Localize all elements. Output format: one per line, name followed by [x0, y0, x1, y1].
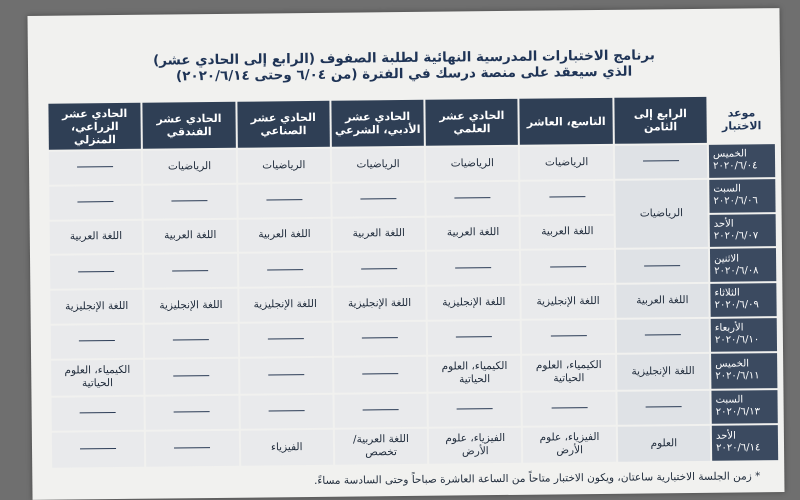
day-label: الخميس [712, 148, 747, 161]
empty-dash [457, 408, 493, 409]
date-cell [709, 144, 775, 177]
table-row [49, 179, 775, 219]
empty-dash [363, 409, 399, 410]
header-grade-11-agricultural: الحادي عشر الزراعي، المنزلي [48, 103, 141, 150]
subject-cell-g11-lit [334, 356, 427, 392]
day-label: السبت [713, 183, 741, 195]
empty-dash [174, 375, 210, 376]
subject-cell-g11-hotel [146, 396, 239, 430]
date-label: ٢٠٢٠/٦/١٠ [714, 334, 760, 346]
empty-dash [267, 269, 303, 270]
date-label: ٢٠٢٠/٦/١١ [715, 370, 760, 383]
footnote: * زمن الجلسة الاختبارية ساعتان، ويكون الاختبار متاحاً من الساعة العاشرة صباحاً وحتى السادسة مساءً. [313, 470, 761, 487]
schedule-body [49, 144, 778, 468]
day-label: الاثنين [714, 253, 740, 265]
date-label: ٢٠٢٠/٦/٠٧ [713, 230, 759, 242]
empty-dash [550, 266, 586, 267]
grade-4-8-cell [615, 145, 708, 179]
table-row [49, 144, 775, 184]
date-cell [710, 248, 776, 281]
subject-cell-g11-ind: اللغة العربية [238, 218, 331, 252]
subject-cell-g11-ind: الرياضيات [237, 149, 330, 183]
date-cell [711, 318, 777, 351]
date-cell [709, 179, 775, 212]
empty-dash [80, 412, 116, 413]
subject-cell-g11-sci: اللغة العربية [427, 216, 520, 250]
date-label: ٢٠٢٠/٦/٠٦ [713, 195, 758, 207]
table-row [51, 318, 777, 358]
day-label: الثلاثاء [714, 287, 740, 300]
empty-dash [173, 270, 209, 271]
subject-cell-g11-ind [239, 323, 332, 357]
grade-4-8-cell [617, 391, 710, 425]
day-label: الأحد [715, 430, 736, 443]
subject-cell-g11-agri [49, 151, 142, 185]
subject-cell-g9-10 [521, 250, 614, 284]
date-cell [711, 353, 777, 389]
empty-dash [360, 198, 396, 199]
empty-dash [645, 406, 681, 407]
subject-cell-g11-ind [239, 253, 332, 287]
subject-cell-g11-sci [428, 321, 521, 355]
schedule-table [46, 94, 780, 470]
subject-cell-g11-agri [51, 325, 144, 359]
header-grade-9-10: التاسع، العاشر [520, 98, 613, 145]
subject-cell-g11-sci: الكيمياء، العلوم الحياتية [428, 355, 521, 391]
subject-cell-g11-agri [49, 186, 142, 220]
empty-dash [645, 334, 681, 335]
subject-cell-g11-sci: اللغة الإنجليزية [428, 286, 521, 320]
subject-cell-g11-lit: اللغة العربية [332, 217, 425, 251]
subject-cell-g11-agri: الكيمياء، العلوم الحياتية [51, 359, 144, 395]
day-label: السبت [715, 394, 744, 407]
day-label: الأحد [713, 218, 734, 230]
empty-dash [173, 339, 209, 340]
date-label: ٢٠٢٠/٦/١٤ [715, 442, 761, 455]
subject-cell-g11-lit [332, 183, 425, 217]
empty-dash [455, 197, 491, 198]
subject-cell-g11-lit [334, 322, 427, 356]
date-cell [710, 214, 776, 247]
empty-dash [456, 336, 492, 337]
subject-cell-g11-ind: الفيزياء [240, 429, 333, 465]
subject-cell-g11-agri [51, 397, 144, 431]
subject-cell-g11-hotel [144, 254, 237, 288]
table-row [50, 283, 776, 323]
empty-dash [549, 196, 585, 197]
subject-cell-g11-lit: الرياضيات [332, 148, 425, 182]
empty-dash [551, 407, 587, 408]
date-label: ٢٠٢٠/٦/٠٨ [714, 264, 759, 277]
subject-cell-g11-hotel: اللغة الإنجليزية [145, 289, 238, 323]
subject-cell-g11-sci [429, 393, 522, 427]
empty-dash [361, 268, 397, 269]
empty-dash [174, 447, 210, 448]
header-grade-11-scientific: الحادي عشر العلمي [426, 99, 519, 146]
empty-dash [78, 271, 114, 272]
grade-4-8-cell [616, 249, 709, 283]
subject-cell-g11-hotel: الرياضيات [143, 150, 236, 184]
subject-cell-g9-10: اللغة الإنجليزية [522, 285, 615, 319]
empty-dash [79, 340, 115, 341]
empty-dash [77, 166, 113, 167]
subject-cell-g9-10: الفيزياء، علوم الأرض [523, 426, 616, 462]
empty-dash [643, 161, 679, 162]
subject-cell-g11-sci [427, 251, 520, 285]
date-label: ٢٠٢٠/٦/١٣ [715, 406, 761, 419]
grade-4-8-cell: اللغة العربية [616, 284, 709, 318]
grade-4-8-cell [616, 319, 709, 353]
header-grade-11-literary: الحادي عشر الأدبي، الشرعي [331, 100, 424, 147]
subject-cell-g9-10: الرياضيات [520, 146, 613, 180]
empty-dash [455, 267, 491, 268]
empty-dash [644, 265, 680, 266]
subject-cell-g9-10 [521, 181, 614, 215]
subject-cell-g11-sci: الرياضيات [426, 147, 519, 181]
date-label: ٢٠٢٠/٦/٠٤ [713, 160, 758, 173]
subject-cell-g11-hotel [145, 324, 238, 358]
table-row [52, 425, 778, 468]
subject-cell-g11-ind [238, 184, 331, 218]
subject-cell-g9-10: الكيمياء، العلوم الحياتية [523, 354, 616, 390]
subject-cell-g11-hotel: اللغة العربية [144, 219, 237, 253]
header-grade-11-industrial: الحادي عشر الصناعي [237, 101, 330, 148]
subject-cell-g11-sci: الفيزياء، علوم الأرض [429, 427, 522, 463]
subject-cell-g11-hotel [145, 358, 238, 394]
empty-dash [266, 199, 302, 200]
title-line-1: برنامج الاختبارات المدرسية النهائية لطلبة الصفوف (الرابع إلى الحادي عشر) [152, 47, 655, 69]
subject-cell-g11-lit [334, 394, 427, 428]
table-row [50, 248, 776, 288]
title-line-2: الذي سيعقد على منصة درسك في الفترة (من ٦/٠٤ وحتى ٢٠٢٠/٦/١٤) [175, 63, 633, 85]
table-row [51, 353, 777, 396]
header-grade-11-hotel: الحادي عشر الفندقي [143, 102, 236, 149]
subject-cell-g11-lit: اللغة الإنجليزية [333, 287, 426, 321]
schedule-table-wrap [46, 94, 780, 470]
header-row [48, 96, 774, 150]
subject-cell-g9-10 [523, 392, 616, 426]
date-label: ٢٠٢٠/٦/٠٩ [714, 299, 759, 312]
subject-cell-g11-ind [240, 357, 333, 393]
empty-dash [80, 448, 116, 449]
subject-cell-g11-hotel [146, 430, 239, 466]
subject-cell-g11-agri [50, 255, 143, 289]
exam-schedule-paper [27, 8, 784, 500]
subject-cell-g9-10 [522, 320, 615, 354]
subject-cell-g11-lit [333, 252, 426, 286]
empty-dash [362, 373, 398, 374]
empty-dash [268, 374, 304, 375]
subject-cell-g11-ind [240, 395, 333, 429]
date-cell [711, 390, 777, 423]
subject-cell-g11-agri [52, 431, 145, 467]
date-cell [712, 425, 778, 461]
empty-dash [174, 411, 210, 412]
empty-dash [362, 337, 398, 338]
subject-cell-g11-agri: اللغة الإنجليزية [50, 290, 143, 324]
date-cell [710, 283, 776, 316]
table-row [51, 390, 777, 430]
page-title [48, 46, 760, 85]
subject-cell-g11-hotel [144, 185, 237, 219]
day-label: الخميس [715, 358, 750, 371]
subject-cell-g11-agri: اللغة العربية [50, 220, 143, 254]
empty-dash [550, 335, 586, 336]
header-grade-4-8: الرابع إلى الثامن [614, 97, 707, 144]
day-label: الأربعاء [714, 322, 744, 334]
subject-cell-g11-sci [426, 182, 519, 216]
grade-4-8-cell: اللغة الإنجليزية [617, 353, 710, 389]
header-date: موعد الاختبار [708, 96, 774, 143]
grade-4-8-cell: الرياضيات [615, 180, 708, 248]
subject-cell-g9-10: اللغة العربية [521, 215, 614, 249]
empty-dash [78, 201, 114, 202]
subject-cell-g11-lit: اللغة العربية/ تخصص [335, 428, 428, 464]
empty-dash [268, 410, 304, 411]
empty-dash [268, 338, 304, 339]
subject-cell-g11-ind: اللغة الإنجليزية [239, 288, 332, 322]
empty-dash [172, 200, 208, 201]
grade-4-8-cell: العلوم [618, 425, 711, 461]
